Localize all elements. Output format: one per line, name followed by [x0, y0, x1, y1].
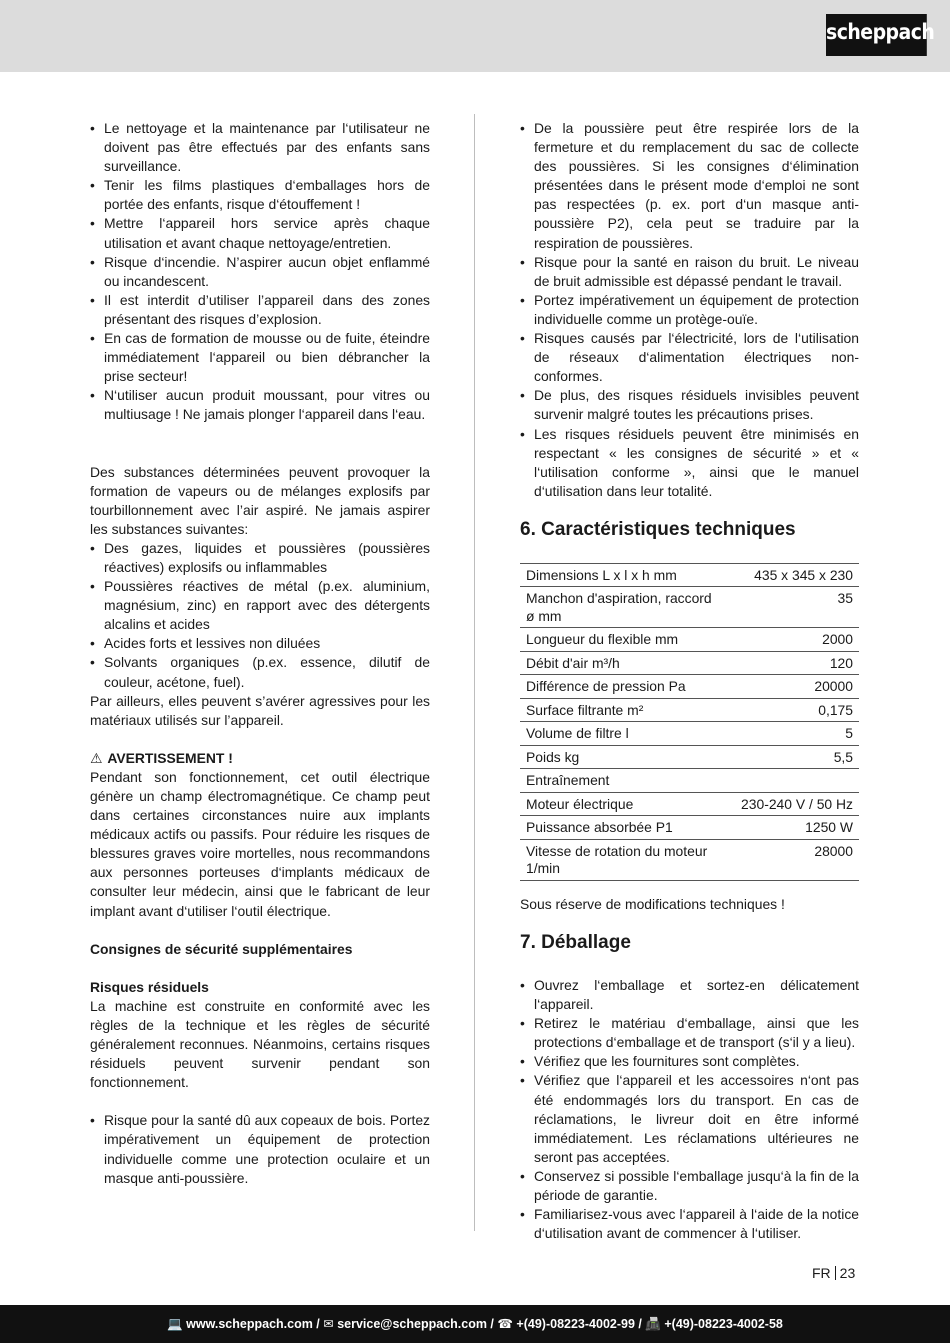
- substances-list: [90, 539, 430, 692]
- risques-text: La machine est construite en conformité avec les règles de la technique et les règles de sécurité généralement reconnues. Néanmoins, certains risques résiduels peuvent survenir pendant son fonctionnement.: [90, 997, 430, 1091]
- list-item: • En cas de formation de mousse ou de fuite, éteindre immédiatement l‘appareil ou bien débrancher la prise secteur!: [90, 329, 430, 386]
- table-row: Entraînement: [520, 769, 859, 793]
- warning-text: Pendant son fonctionnement, cet outil électrique génère un champ électromagnétique. Ce champ peut dans certaines circonstances nuire aux implants médicaux actifs ou passifs. Pour réduire les risques de blessures graves voire mortelles, nous recommandons aux personnes porteuses d‘implants médicaux de consulter leur médecin, ainsi que le fabricant de leur implant avant d‘utiliser l‘outil électrique.: [90, 768, 430, 919]
- section-6-title: 6. Caractéristiques techniques: [520, 518, 796, 540]
- list-item: • Portez impérativement un équipement de protection individuelle comme un protège-ouïe.: [520, 291, 859, 329]
- list-item: • De plus, des risques résiduels invisibles peuvent survenir malgré toutes les précautions prises.: [520, 386, 859, 424]
- consignes-heading: Consignes de sécurité supplémentaires: [90, 940, 353, 957]
- list-item: • Des gazes, liquides et poussières (poussières réactives) explosifs ou inflammables: [90, 539, 430, 577]
- list-item: • Retirez le matériau d‘emballage, ainsi que les protections d‘emballage et de transport (s‘il y a lieu).: [520, 1014, 859, 1052]
- page-number: [812, 1265, 855, 1281]
- substances-intro: Des substances déterminées peuvent provoquer la formation de vapeurs ou de mélanges explosifs par tourbillonnement avec l’air aspiré. Ne jamais aspirer les substances suivantes:: [90, 463, 430, 537]
- table-row: Longueur du flexible mm 2000: [520, 628, 859, 652]
- table-row: Différence de pression Pa 20000: [520, 675, 859, 699]
- risques-heading: Risques résiduels: [90, 978, 209, 995]
- table-row: Volume de filtre l 5: [520, 722, 859, 746]
- list-item: • Tenir les films plastiques d‘emballages hors de portée des enfants, risque d‘étouffement !: [90, 176, 430, 214]
- scheppach-logo: scheppach: [826, 14, 927, 56]
- warning-icon: ⚠: [90, 749, 103, 766]
- residual-risk-list-continued: [520, 119, 859, 501]
- list-item: • Le nettoyage et la maintenance par l‘utilisateur ne doivent pas être effectués par des enfants sans surveillance.: [90, 119, 430, 176]
- list-item: • Conservez si possible l‘emballage jusqu‘à la fin de la période de garantie.: [520, 1167, 859, 1205]
- list-item: • Vérifiez que l‘appareil et les accessoires n‘ont pas été endommagés lors du transport. En cas de réclamations, le livreur doit en être informé immédiatement. Les réclamations ultérieures ne seront pas acceptées.: [520, 1071, 859, 1166]
- table-row: Dimensions L x l x h mm 435 x 345 x 230: [520, 563, 859, 587]
- list-item: • Acides forts et lessives non diluées: [90, 634, 430, 653]
- section-7-title: 7. Déballage: [520, 931, 631, 953]
- right-column: [520, 119, 859, 1243]
- substances-outro: Par ailleurs, elles peuvent s’avérer agressives pour les matériaux utilisés sur l’appareil.: [90, 692, 430, 728]
- table-row: Moteur électrique 230-240 V / 50 Hz: [520, 792, 859, 816]
- list-item: • Risques causés par l‘électricité, lors de l‘utilisation de réseaux d‘alimentation électriques non-conformes.: [520, 329, 859, 386]
- specs-note: Sous réserve de modifications techniques !: [520, 895, 785, 912]
- table-row: Puissance absorbée P1 1250 W: [520, 816, 859, 840]
- list-item: • Les risques résiduels peuvent être minimisés en respectant « les consignes de sécurité » et « l‘utilisation conforme », ainsi que le manuel d‘utilisation dans leur totalité.: [520, 425, 859, 501]
- list-item: • N‘utiliser aucun produit moussant, pour vitres ou multiusage ! Ne jamais plonger l‘appareil dans l‘eau.: [90, 386, 430, 424]
- list-item: • Poussières réactives de métal (p.ex. aluminium, magnésium, zinc) en rapport avec des détergents alcalins et acides: [90, 577, 430, 634]
- list-item: • De la poussière peut être respirée lors de la fermeture et du remplacement du sac de collecte des poussières. Si les consignes d‘élimination présentées dans le présent mode d‘emploi ne sont pas respectées (p. ex. port d‘un masque anti-poussière P2), cela peut se traduire par la respiration de poussières.: [520, 119, 859, 253]
- list-item: • Familiarisez-vous avec l‘appareil à l‘aide de la notice d‘utilisation avant de commencer à l‘utiliser.: [520, 1205, 859, 1243]
- residual-risk-list: [90, 1111, 430, 1187]
- specs-table: [520, 563, 859, 881]
- column-divider: [474, 114, 475, 1231]
- unpacking-list: [520, 976, 859, 1243]
- footer-contact-bar: 💻 www.scheppach.com / ✉ service@scheppach.com / ☎ +(49)-08223-4002-99 / 📠 +(49)-08223-4002-58: [0, 1305, 950, 1343]
- table-row: Poids kg 5,5: [520, 745, 859, 769]
- warning-title: AVERTISSEMENT !: [107, 749, 233, 766]
- list-item: • Ouvrez l‘emballage et sortez-en délicatement l‘appareil.: [520, 976, 859, 1014]
- safety-list: [90, 119, 430, 425]
- list-item: • Risque pour la santé en raison du bruit. Le niveau de bruit admissible est dépassé pendant le travail.: [520, 253, 859, 291]
- page-number-value: 23: [839, 1265, 856, 1281]
- list-item: • Solvants organiques (p.ex. essence, dilutif de couleur, acétone, fuel).: [90, 653, 430, 691]
- list-item: • Mettre l‘appareil hors service après chaque utilisation et avant chaque nettoyage/entretien.: [90, 214, 430, 252]
- table-row: Débit d'air m³/h 120: [520, 651, 859, 675]
- list-item: • Risque d‘incendie. N’aspirer aucun objet enflammé ou incandescent.: [90, 253, 430, 291]
- list-item: • Il est interdit d’utiliser l’appareil dans des zones présentant des risques d’explosion.: [90, 291, 430, 329]
- warning-heading: [90, 749, 430, 768]
- table-row: Vitesse de rotation du moteur 1/min 28000: [520, 839, 859, 880]
- list-item: • Risque pour la santé dû aux copeaux de bois. Portez impérativement un équipement de protection individuelle comme une protection oculaire et un masque anti-poussière.: [90, 1111, 430, 1187]
- table-row: Surface filtrante m² 0,175: [520, 698, 859, 722]
- left-column: [90, 119, 430, 1188]
- list-item: • Vérifiez que les fournitures sont complètes.: [520, 1052, 859, 1071]
- table-row: Manchon d'aspiration, raccord ø mm 35: [520, 587, 859, 628]
- page-lang: FR: [812, 1265, 831, 1281]
- header-band: [0, 0, 950, 72]
